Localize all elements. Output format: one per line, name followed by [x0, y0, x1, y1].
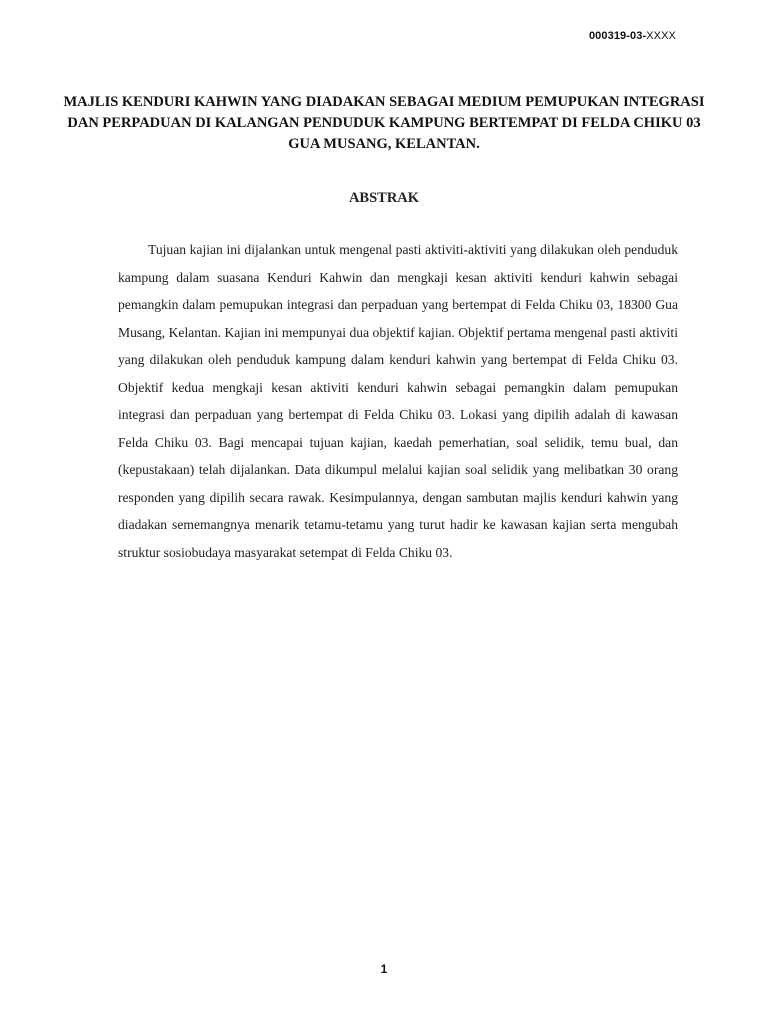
document-code-number: 000319-03- — [588, 30, 647, 42]
document-code — [589, 30, 676, 42]
document-title: MAJLIS KENDURI KAHWIN YANG DIADAKAN SEBAGAI MEDIUM PEMUPUKAN INTEGRASI DAN PERPADUAN DI KALANGAN PENDUDUK KAMPUNG BERTEMPAT DI FELDA CHIKU 03 GUA MUSANG, KELANTAN. — [63, 94, 705, 152]
abstract-heading: ABSTRAK — [348, 190, 420, 206]
document-code-suffix: XXXX — [646, 30, 676, 42]
abstract-paragraph: Tujuan kajian ini dijalankan untuk mengenal pasti aktiviti-aktiviti yang dilakukan oleh penduduk kampung dalam suasana Kenduri Kahwin dan mengkaji kesan aktiviti kenduri kahwin sebagai pemangkin dalam pemupukan integrasi dan perpaduan yang bertempat di Felda Chiku 03, 18300 Gua Musang, Kelantan. Kajian ini mempunyai dua objektif kajian. Objektif pertama mengenal pasti aktiviti yang dilakukan oleh penduduk kampung dalam kenduri kahwin yang bertempat di Felda Chiku 03. Objektif kedua mengkaji kesan aktiviti kenduri kahwin sebagai pemangkin dalam pemupukan integrasi dan perpaduan yang bertempat di Felda Chiku 03. Lokasi yang dipilih adalah di kawasan Felda Chiku 03. Bagi mencapai tujuan kajian, kaedah pemerhatian, soal selidik, temu bual, dan (kepustakaan) telah dijalankan. Data dikumpul melalui kajian soal selidik yang melibatkan 30 orang responden yang dipilih secara rawak. Kesimpulannya, dengan sambutan majlis kenduri kahwin yang diadakan sememangnya menarik tetamu-tetamu yang turut hadir ke kawasan kajian serta mengubah struktur sosiobudaya masyarakat setempat di Felda Chiku 03. — [118, 242, 678, 560]
page-number: 1 — [380, 962, 388, 976]
